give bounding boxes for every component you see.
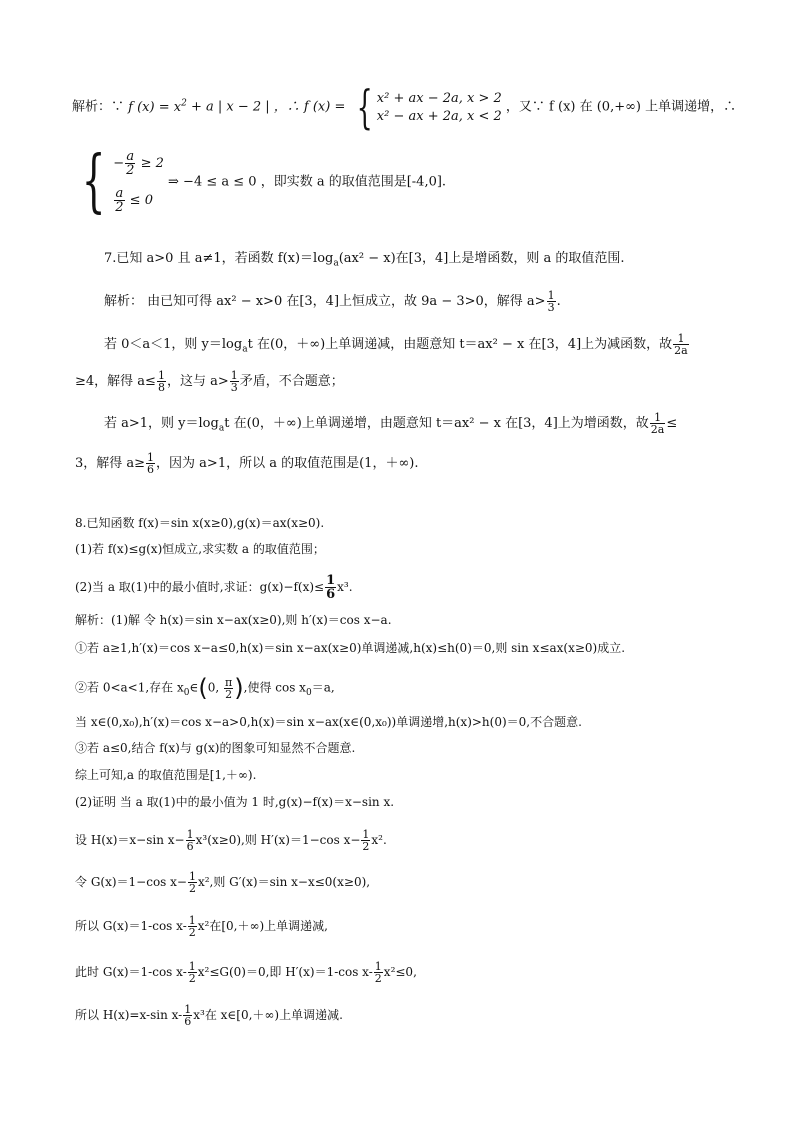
problem-7-line-2: 若 0＜a＜1，则 $y=\log_at$ 在(0，＋∞)上单调递减，由题意知 t＝ax² − x 在[3，4]上为减函数，故 $\frac{1}{2a}$ xyxy=(104,332,688,357)
solution-8-b5: 此时 G(x)＝1-cos x- $\frac{1}{2}$ x²≤G(0)＝0,即 H′(x)＝1-cos x- $\frac{1}{2}$ x²≤0, xyxy=(75,960,417,985)
case: $\frac{a}{2}$ ≤ 0 xyxy=(115,186,153,215)
solution-8-b3: 令 G(x)＝1−cos x− $\frac{1}{2}$ x²,则 G′(x)＝sin x−x≤0(x≥0), xyxy=(75,870,371,895)
solution-8-b2: 设 H(x)＝x−sin x− $\frac{1}{6}$ x³(x≥0),则 H′(x)＝1−cos x− $\frac{1}{2}$ x². xyxy=(75,828,387,853)
problem-7-line-5: 3，解得 a≥ $\frac{1}{6}$ ，因为 a>1，所以 a 的取值范围是(1，＋∞). xyxy=(75,451,419,476)
solution-8-b6: 所以 H(x)=x-sin x- $\frac{1}{6}$ x³在 x∈[0,＋∞)上单调递减. xyxy=(75,1003,343,1028)
solution-8-a5: ③若 a≤0,结合 f(x)与 g(x)的图象可知显然不合题意. xyxy=(75,741,356,755)
case: x² + ax − 2a, x > 2 xyxy=(376,90,502,106)
problem-8-question-2: (1)若 f(x)≤g(x)恒成立,求实数 a 的取值范围； xyxy=(75,542,325,556)
problem-7-line-3: ≥4，解得 a≤ $\frac{1}{8}$ ，这与 a> $\frac{1}{3}$ 矛盾，不合题意； xyxy=(75,369,344,394)
problem-7-line-1: 解析： 由已知可得 ax² − x>0 在[3，4]上恒成立，故 9a − 3>0，解得 a> $\frac{1}{3}$ . xyxy=(104,289,561,314)
solution-8-a6: 综上可知,a 的取值范围是[1,＋∞). xyxy=(75,768,257,782)
solution-8-a1: 解析：(1)解 令 h(x)＝sin x−ax(x≥0),则 h′(x)＝cos x−a. xyxy=(75,613,392,627)
problem-7-line-4: 若 a>1，则 $y=\log_at$ 在(0，＋∞)上单调递增，由题意知 t＝ax² − x 在[3，4]上为增函数，故 $\frac{1}{2a}$ ≤ xyxy=(104,411,678,436)
text: 解析：∵ xyxy=(72,99,129,115)
text: + a | x − 2 | ，∴ xyxy=(190,99,304,115)
text: f $(x) = x^2$ xyxy=(128,98,187,115)
text: ⇒ −4 ≤ a ≤ 0 ，即实数 a 的取值范围是[-4,0]. xyxy=(168,174,447,190)
case: x² − ax + 2a, x < 2 xyxy=(376,108,502,124)
condition-brace: { − $\frac{a}{2}$ ≥ 2 $\frac{a}{2}$ ≤ 0 xyxy=(81,142,164,221)
piecewise-brace: { x² + ax − 2a, x > 2 x² − ax + 2a, x < 2 xyxy=(356,80,502,134)
solution-line-1 xyxy=(72,80,737,134)
solution-line-2 xyxy=(72,142,447,221)
text: ，又∵ f (x) 在 (0,+∞) 上单调递增，∴ xyxy=(505,99,737,115)
solution-8-a4: 当 x∈(0,x₀),h′(x)＝cos x−a>0,h(x)＝sin x−ax(x∈(0,x₀))单调递增,h(x)>h(0)＝0,不合题意. xyxy=(75,715,582,729)
solution-8-b4: 所以 G(x)＝1-cos x- $\frac{1}{2}$ x²在[0,＋∞)上单调递减, xyxy=(75,914,328,939)
problem-7-question: 7.已知 a>0 且 a≠1，若函数 $f(x)=\log_a(ax^2 - x)$在[3，4]上是增函数，则 a 的取值范围. xyxy=(104,251,625,269)
solution-8-a3: ②若 0<a<1,存在 $x_0\in(0$, $\frac{\pi}{2}$ ),使得 $\cos x_0=a$, xyxy=(75,674,335,702)
text: f (x) = xyxy=(303,99,346,115)
problem-8-question-1: 8.已知函数 f(x)＝sin x(x≥0),g(x)＝ax(x≥0). xyxy=(75,516,325,530)
solution-8-b1: (2)证明 当 a 取(1)中的最小值为 1 时,g(x)−f(x)＝x−sin x. xyxy=(75,795,395,809)
problem-8-question-3: (2)当 a 取(1)中的最小值时,求证：g(x)−f(x)≤ $\frac{1}{6}$ x³. xyxy=(75,573,353,602)
case: − $\frac{a}{2}$ ≥ 2 xyxy=(113,149,164,178)
solution-8-a2: ①若 a≥1,h′(x)＝cos x−a≤0,h(x)＝sin x−ax(x≥0)单调递减,h(x)≤h(0)＝0,则 sin x≤ax(x≥0)成立. xyxy=(75,641,626,655)
